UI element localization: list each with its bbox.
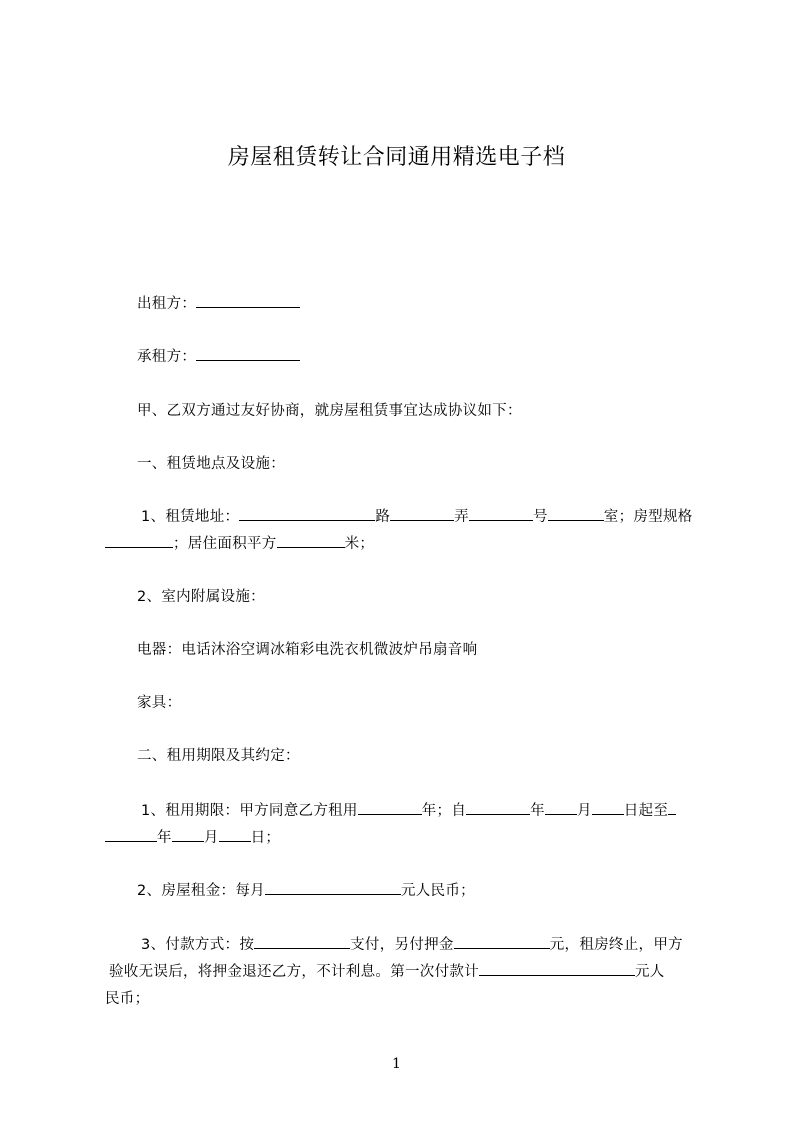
section2-item1-line2 — [105, 826, 280, 847]
lessee-label: 承租方： — [137, 349, 197, 365]
address-blank — [239, 506, 375, 521]
intro-paragraph: 甲、乙双方通过友好协商，就房屋租赁事宜达成协议如下： — [137, 403, 522, 419]
lessee-blank — [196, 346, 300, 361]
rent-unit-label: 元人民币； — [400, 883, 475, 899]
section2-item3-line2 — [109, 960, 665, 981]
rent-blank — [265, 880, 401, 895]
number-label: 号 — [532, 509, 548, 525]
furniture-line: 家具： — [137, 695, 182, 711]
deposit-label: 支付，另付押金 — [350, 937, 454, 953]
lane-label: 弄 — [454, 509, 469, 525]
end-day-label: 日； — [250, 830, 281, 846]
first-payment-unit: 元人 — [635, 964, 665, 980]
room-blank — [548, 506, 604, 521]
payment-label: 3、付款方式：按 — [141, 937, 255, 953]
page-title: 房屋租赁转让合同通用精选电子档 — [227, 145, 566, 170]
term-years-blank — [358, 800, 422, 815]
section2-item3-line1 — [141, 933, 683, 954]
end-year-blank — [105, 827, 157, 842]
page-number: 1 — [392, 1056, 401, 1072]
lessor-line — [137, 292, 300, 313]
number-blank — [469, 506, 533, 521]
section1-item1-line2 — [105, 532, 374, 553]
end-day-blank — [219, 827, 251, 842]
start-day-label: 日起至 — [623, 803, 669, 819]
section1-heading: 一、租赁地点及设施： — [137, 456, 285, 472]
payment-method-blank — [254, 934, 350, 949]
term-label: 1、租用期限：甲方同意乙方租用 — [141, 803, 358, 819]
section2-item2 — [137, 879, 475, 900]
end-month-blank — [172, 827, 204, 842]
layout-blank — [105, 533, 173, 548]
end-year-label: 年 — [157, 830, 172, 846]
start-month-blank — [545, 800, 577, 815]
area-label: ；居住面积平方 — [173, 536, 277, 552]
lessor-label: 出租方： — [137, 296, 197, 312]
appliances-line: 电器：电话沐浴空调冰箱彩电洗衣机微波炉吊扇音响 — [137, 642, 478, 658]
end-year-blank-start — [668, 800, 676, 815]
address-label: 1、租赁地址： — [141, 509, 240, 525]
end-month-label: 月 — [203, 830, 219, 846]
road-label: 路 — [375, 509, 391, 525]
deposit-unit-label: 元，租房终止，甲方 — [549, 937, 683, 953]
section2-heading: 二、租用期限及其约定： — [137, 748, 300, 764]
start-month-label: 月 — [576, 803, 592, 819]
start-year-label: 年 — [530, 803, 545, 819]
lane-blank — [390, 506, 454, 521]
section2-item1-line1 — [141, 799, 676, 820]
deposit-blank — [454, 934, 550, 949]
start-day-blank — [592, 800, 624, 815]
section1-item1-line1 — [141, 505, 693, 526]
lessee-line — [137, 345, 300, 366]
section1-item2: 2、室内附属设施： — [137, 589, 265, 605]
meter-label: 米； — [344, 536, 375, 552]
room-label: 室；房型规格 — [603, 509, 693, 525]
year-from-label: 年；自 — [421, 803, 467, 819]
rent-label: 2、房屋租金：每月 — [137, 883, 265, 899]
first-payment-blank — [479, 961, 635, 976]
start-year-blank — [466, 800, 530, 815]
section2-item3-line3: 民币； — [105, 991, 150, 1007]
lessor-blank — [196, 293, 300, 308]
area-blank — [277, 533, 345, 548]
refund-text: 验收无误后，将押金退还乙方，不计利息。第一次付款计 — [109, 964, 479, 980]
